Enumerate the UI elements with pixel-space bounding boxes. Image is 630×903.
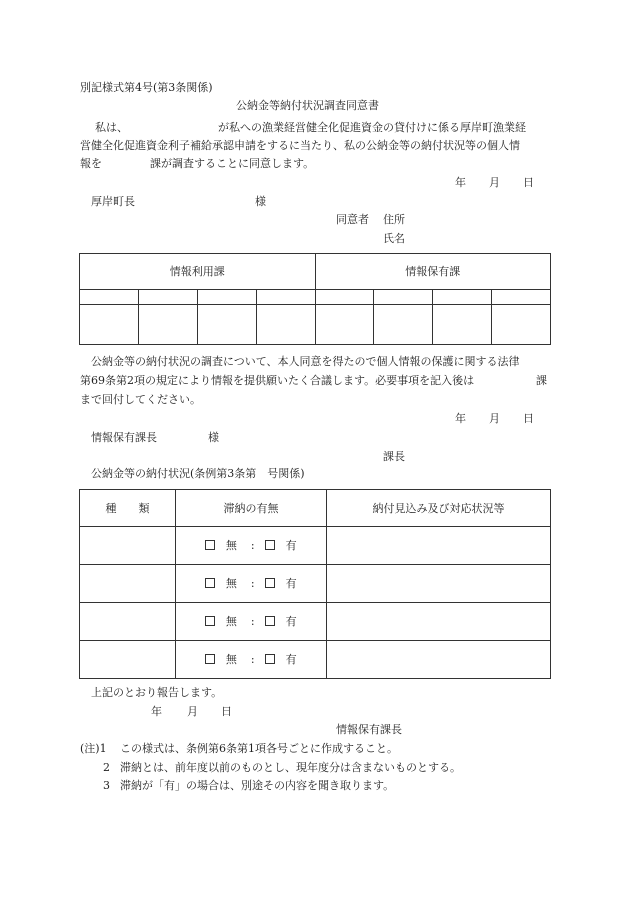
checkbox-yes[interactable] xyxy=(265,540,275,550)
stamp-cell[interactable] xyxy=(80,305,139,345)
info-holder-dept-header: 情報保有課 xyxy=(315,254,551,290)
checkbox-none[interactable] xyxy=(205,578,215,588)
arrears-cell xyxy=(176,603,327,641)
note-2: 滞納とは、前年度以前のものとし、現年度分は含まないものとする。 xyxy=(120,761,461,774)
outlook-cell[interactable] xyxy=(327,565,551,603)
consent-date-year: 年 xyxy=(455,176,466,189)
notes-label: (注)1 xyxy=(80,742,107,755)
request-date-day: 日 xyxy=(523,412,534,425)
request-line1: 公納金等の納付状況の調査について、本人同意を得たので個人情報の保護に関する法律 xyxy=(91,355,520,368)
option-none-label: 無 xyxy=(225,577,237,590)
option-none-label: 無 xyxy=(225,539,237,552)
type-cell[interactable] xyxy=(80,565,176,603)
info-department-table xyxy=(79,253,551,345)
note-2-number: 2 xyxy=(103,761,110,774)
consent-line1-a: 私は、 xyxy=(95,121,128,134)
note-1: この様式は、条例第6条第1項各号ごとに作成すること。 xyxy=(120,742,398,755)
arrears-header: 滞納の有無 xyxy=(176,490,327,527)
stamp-cell[interactable] xyxy=(138,305,197,345)
addressee-honorific: 様 xyxy=(255,195,266,208)
checkbox-yes[interactable] xyxy=(265,654,275,664)
consenter-label: 同意者 xyxy=(336,213,369,226)
arrears-cell xyxy=(176,565,327,603)
checkbox-yes[interactable] xyxy=(265,616,275,626)
table-row xyxy=(80,641,551,679)
checkbox-none[interactable] xyxy=(205,616,215,626)
form-number: 別記様式第4号(第3条関係) xyxy=(80,81,213,94)
table-row xyxy=(80,565,551,603)
request-addressee: 情報保有課長 xyxy=(91,431,157,444)
stamp-cell[interactable] xyxy=(433,290,492,305)
checkbox-yes[interactable] xyxy=(265,578,275,588)
page-title: 公納金等納付状況調査同意書 xyxy=(236,99,379,112)
address-label: 住所 xyxy=(383,213,405,226)
stamp-cell[interactable] xyxy=(80,290,139,305)
payment-status-table xyxy=(79,489,551,679)
note-3-number: 3 xyxy=(103,779,110,792)
type-header: 種 類 xyxy=(80,490,176,527)
checkbox-none[interactable] xyxy=(205,540,215,550)
stamp-cell[interactable] xyxy=(433,305,492,345)
stamp-cell[interactable] xyxy=(197,305,256,345)
stamp-cell[interactable] xyxy=(492,290,551,305)
request-date-year: 年 xyxy=(455,412,466,425)
request-sender: 課長 xyxy=(383,450,405,463)
checkbox-none[interactable] xyxy=(205,654,215,664)
stamp-cell[interactable] xyxy=(256,305,315,345)
report-date-year: 年 xyxy=(151,705,162,718)
stamp-cell[interactable] xyxy=(315,290,374,305)
consent-date-day: 日 xyxy=(523,176,534,189)
note-3: 滞納が「有」の場合は、別途その内容を聞き取ります。 xyxy=(120,779,395,792)
option-yes-label: 有 xyxy=(285,653,297,666)
stamp-cell[interactable] xyxy=(315,305,374,345)
report-date-day: 日 xyxy=(221,705,232,718)
separator: : xyxy=(250,577,255,590)
arrears-cell xyxy=(176,527,327,565)
stamp-cell[interactable] xyxy=(197,290,256,305)
request-line3: まで回付してください。 xyxy=(80,393,201,406)
stamp-cell[interactable] xyxy=(256,290,315,305)
option-yes-label: 有 xyxy=(285,615,297,628)
request-date-month: 月 xyxy=(489,412,500,425)
separator: : xyxy=(250,539,255,552)
consent-line2: 営健全化促進資金利子補給承認申請をするに当たり、私の公納金等の納付状況等の個人情 xyxy=(80,139,520,152)
stamp-cell[interactable] xyxy=(138,290,197,305)
consent-line3-b: 課が調査することに同意します。 xyxy=(150,157,315,170)
outlook-cell[interactable] xyxy=(327,641,551,679)
table-row xyxy=(80,603,551,641)
stamp-cell[interactable] xyxy=(492,305,551,345)
status-section-title: 公納金等の納付状況(条例第3条第 号関係) xyxy=(91,467,305,480)
name-label: 氏名 xyxy=(383,232,405,245)
type-cell[interactable] xyxy=(80,527,176,565)
option-yes-label: 有 xyxy=(285,539,297,552)
request-line2-b: 課 xyxy=(536,374,547,387)
separator: : xyxy=(250,615,255,628)
table-row xyxy=(80,527,551,565)
type-cell[interactable] xyxy=(80,641,176,679)
consent-line1-b: が私への漁業経営健全化促進資金の貸付けに係る厚岸町漁業経 xyxy=(218,121,526,134)
request-honorific: 様 xyxy=(208,431,219,444)
addressee-mayor: 厚岸町長 xyxy=(91,195,135,208)
info-user-dept-header: 情報利用課 xyxy=(80,254,316,290)
separator: : xyxy=(250,653,255,666)
report-text: 上記のとおり報告します。 xyxy=(91,686,223,699)
outlook-header: 納付見込み及び対応状況等 xyxy=(327,490,551,527)
option-yes-label: 有 xyxy=(285,577,297,590)
type-cell[interactable] xyxy=(80,603,176,641)
consent-line3-a: 報を xyxy=(80,157,102,170)
arrears-cell xyxy=(176,641,327,679)
outlook-cell[interactable] xyxy=(327,603,551,641)
report-signer: 情報保有課長 xyxy=(336,723,402,736)
consent-date-month: 月 xyxy=(489,176,500,189)
stamp-cell[interactable] xyxy=(374,290,433,305)
stamp-cell[interactable] xyxy=(374,305,433,345)
request-line2-a: 第69条第2項の規定により情報を提供願いたく合議します。必要事項を記入後は xyxy=(80,374,475,387)
option-none-label: 無 xyxy=(225,615,237,628)
report-date-month: 月 xyxy=(187,705,198,718)
option-none-label: 無 xyxy=(225,653,237,666)
outlook-cell[interactable] xyxy=(327,527,551,565)
